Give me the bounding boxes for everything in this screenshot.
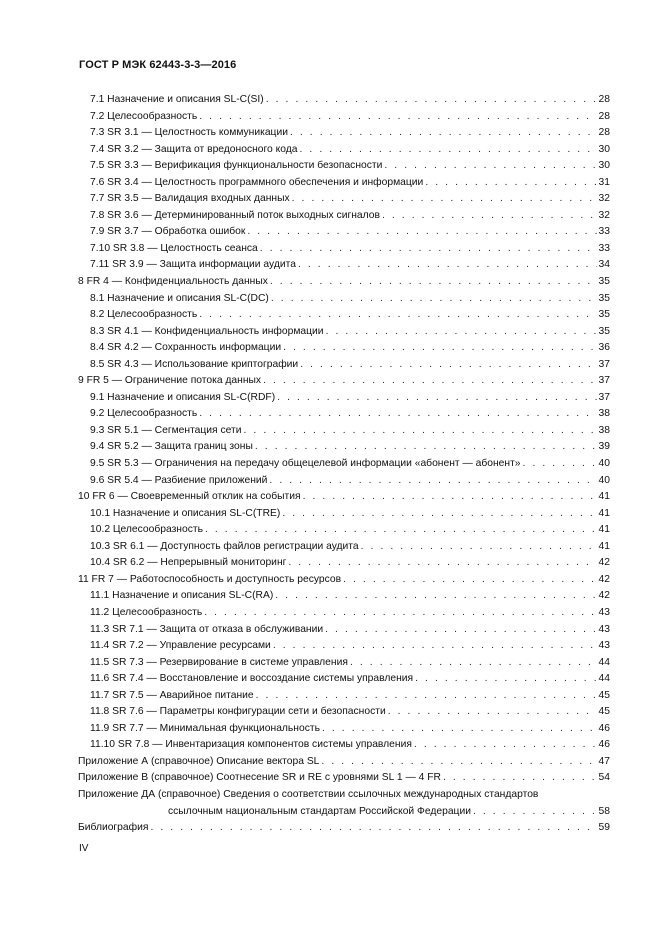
dot-leader bbox=[292, 191, 597, 208]
table-of-contents bbox=[78, 92, 610, 837]
toc-entry-title: 9.1 Назначение и описания SL-C(RDF) bbox=[90, 391, 276, 403]
dot-leader bbox=[350, 655, 597, 672]
toc-entry[interactable] bbox=[78, 737, 610, 754]
dot-leader bbox=[300, 357, 596, 374]
toc-entry-title: 9.6 SR 5.4 — Разбиение приложений bbox=[90, 474, 268, 486]
toc-entry-title: 7.7 SR 3.5 — Валидация входных данных bbox=[90, 193, 290, 205]
toc-entry[interactable] bbox=[78, 572, 610, 589]
toc-entry-title: 11.2 Целесообразность bbox=[90, 606, 203, 618]
dot-leader bbox=[273, 638, 597, 655]
toc-entry-page: 43 bbox=[598, 606, 610, 618]
toc-entry[interactable] bbox=[78, 754, 610, 771]
toc-entry-page: 44 bbox=[598, 673, 610, 685]
toc-entry[interactable] bbox=[78, 820, 610, 837]
toc-entry[interactable] bbox=[78, 357, 610, 374]
toc-entry-page: 40 bbox=[598, 474, 610, 486]
toc-entry-title: 9.5 SR 5.3 — Ограничения на передачу общецелевой информации «абонент — абонент» bbox=[90, 458, 521, 470]
toc-entry[interactable] bbox=[78, 109, 610, 126]
dot-leader bbox=[269, 473, 596, 490]
toc-entry-page: 43 bbox=[598, 640, 610, 652]
toc-entry-title: 11.8 SR 7.6 — Параметры конфигурации сети и безопасности bbox=[90, 706, 386, 718]
toc-entry-title: 10.2 Целесообразность bbox=[90, 524, 203, 536]
toc-entry-page: 28 bbox=[598, 94, 610, 105]
toc-entry[interactable] bbox=[78, 489, 610, 506]
dot-leader bbox=[244, 423, 597, 440]
toc-entry[interactable] bbox=[78, 638, 610, 655]
toc-entry-title: 10.1 Назначение и описания SL-C(TRE) bbox=[90, 507, 281, 519]
toc-entry[interactable] bbox=[78, 340, 610, 357]
dot-leader bbox=[247, 224, 596, 241]
dot-leader bbox=[300, 142, 597, 159]
toc-entry-title-continued: ссылочным национальным стандартам Российской Федерации bbox=[168, 805, 471, 817]
toc-entry-page: 41 bbox=[598, 491, 610, 503]
toc-entry-title: 8 FR 4 — Конфиденциальность данных bbox=[78, 276, 268, 288]
dot-leader bbox=[298, 257, 597, 274]
toc-entry-title: 9.2 Целесообразность bbox=[90, 408, 198, 420]
toc-entry-page: 46 bbox=[598, 739, 610, 751]
toc-entry-page: 43 bbox=[598, 623, 610, 635]
toc-entry[interactable] bbox=[78, 671, 610, 688]
toc-entry[interactable] bbox=[78, 787, 610, 820]
toc-entry-page: 37 bbox=[598, 358, 610, 370]
toc-entry-page: 35 bbox=[598, 325, 610, 337]
toc-entry[interactable] bbox=[78, 605, 610, 622]
dot-leader bbox=[382, 208, 597, 225]
toc-entry[interactable] bbox=[78, 473, 610, 490]
toc-entry-page: 32 bbox=[598, 193, 610, 205]
toc-entry-page: 40 bbox=[598, 458, 610, 470]
dot-leader bbox=[415, 671, 596, 688]
toc-entry-title: Приложение В (справочное) Соотнесение SR и RE с уровнями SL 1 — 4 FR bbox=[78, 772, 441, 784]
dot-leader bbox=[275, 588, 596, 605]
toc-entry-page: 28 bbox=[598, 127, 610, 139]
dot-leader bbox=[255, 439, 597, 456]
toc-entry-title: Приложение ДА (справочное) Сведения о соответствии ссылочных международных стандартов bbox=[78, 788, 539, 800]
toc-entry[interactable] bbox=[78, 456, 610, 473]
dot-leader bbox=[343, 572, 596, 589]
dot-leader bbox=[260, 241, 597, 258]
toc-entry-title: 7.9 SR 3.7 — Обработка ошибок bbox=[90, 226, 246, 238]
toc-entry-title: 8.1 Назначение и описания SL-C(DC) bbox=[90, 292, 269, 304]
toc-entry-page: 42 bbox=[598, 557, 610, 569]
toc-entry[interactable] bbox=[78, 142, 610, 159]
toc-entry[interactable] bbox=[78, 274, 610, 291]
toc-entry-page: 35 bbox=[598, 309, 610, 321]
toc-entry-title: 8.5 SR 4.3 — Использование криптографии bbox=[90, 358, 299, 370]
toc-entry-page: 31 bbox=[598, 176, 610, 188]
toc-entry-title: 10.3 SR 6.1 — Доступность файлов регистрации аудита bbox=[90, 540, 359, 552]
toc-entry-title: 9 FR 5 — Ограничение потока данных bbox=[78, 375, 262, 387]
toc-entry-title: 7.4 SR 3.2 — Защита от вредоносного кода bbox=[90, 143, 298, 155]
toc-entry-page: 54 bbox=[598, 772, 610, 784]
toc-entry[interactable] bbox=[78, 688, 610, 705]
dot-leader bbox=[283, 340, 596, 357]
toc-entry-title: 7.10 SR 3.8 — Целостность сеанса bbox=[90, 242, 258, 254]
toc-entry[interactable] bbox=[78, 539, 610, 556]
dot-leader bbox=[282, 506, 596, 523]
dot-leader bbox=[263, 373, 596, 390]
toc-entry-title: 9.4 SR 5.2 — Защита границ зоны bbox=[90, 441, 253, 453]
dot-leader bbox=[271, 291, 597, 308]
toc-entry-title: 11.5 SR 7.3 — Резервирование в системе управления bbox=[90, 656, 348, 668]
toc-entry-title: 8.2 Целесообразность bbox=[90, 309, 198, 321]
toc-entry-page: 42 bbox=[598, 573, 610, 585]
toc-entry-page: 45 bbox=[598, 689, 610, 701]
toc-entry-page: 33 bbox=[598, 226, 610, 238]
toc-entry-page: 30 bbox=[598, 143, 610, 155]
toc-entry-page: 37 bbox=[598, 375, 610, 387]
toc-entry-title: 7.2 Целесообразность bbox=[90, 110, 198, 122]
dot-leader bbox=[256, 688, 597, 705]
dot-leader bbox=[388, 704, 597, 721]
toc-entry-title: 11.10 SR 7.8 — Инвентаризация компонентов системы управления bbox=[90, 739, 412, 751]
toc-entry-title: 9.3 SR 5.1 — Сегментация сети bbox=[90, 424, 242, 436]
toc-entry[interactable] bbox=[78, 125, 610, 142]
dot-leader bbox=[199, 406, 596, 423]
dot-leader bbox=[205, 522, 597, 539]
toc-entry-page: 47 bbox=[598, 755, 610, 767]
toc-entry[interactable] bbox=[78, 704, 610, 721]
toc-entry[interactable] bbox=[78, 191, 610, 208]
toc-entry[interactable] bbox=[78, 588, 610, 605]
toc-entry[interactable] bbox=[78, 208, 610, 225]
toc-entry-page: 41 bbox=[598, 540, 610, 552]
toc-entry-title: 11.7 SR 7.5 — Аварийное питание bbox=[90, 689, 254, 701]
toc-entry-page: 38 bbox=[598, 424, 610, 436]
toc-entry-title: Библиография bbox=[78, 822, 149, 834]
toc-entry-page: 34 bbox=[598, 259, 610, 271]
toc-entry-title: 10.4 SR 6.2 — Непрерывный мониторинг bbox=[90, 557, 287, 569]
dot-leader bbox=[523, 456, 597, 473]
toc-entry-title: 7.3 SR 3.1 — Целостность коммуникации bbox=[90, 127, 288, 139]
toc-entry[interactable] bbox=[78, 522, 610, 539]
dot-leader bbox=[199, 307, 596, 324]
dot-leader bbox=[150, 820, 596, 837]
toc-entry-page: 28 bbox=[598, 110, 610, 122]
document-header: ГОСТ Р МЭК 62443-3-3—2016 bbox=[79, 59, 237, 71]
toc-entry[interactable] bbox=[78, 390, 610, 407]
toc-entry[interactable] bbox=[78, 241, 610, 258]
dot-leader bbox=[414, 737, 597, 754]
dot-leader bbox=[326, 324, 597, 341]
toc-entry[interactable] bbox=[78, 721, 610, 738]
toc-entry-page: 32 bbox=[598, 209, 610, 221]
dot-leader bbox=[204, 605, 596, 622]
dot-leader bbox=[384, 158, 596, 175]
dot-leader bbox=[425, 175, 596, 192]
toc-entry-title: 8.3 SR 4.1 — Конфиденциальность информации bbox=[90, 325, 324, 337]
toc-entry[interactable] bbox=[78, 224, 610, 241]
toc-entry-page: 38 bbox=[598, 408, 610, 420]
dot-leader bbox=[303, 489, 597, 506]
toc-entry[interactable] bbox=[78, 506, 610, 523]
toc-entry-page: 44 bbox=[598, 656, 610, 668]
toc-entry-title: 8.4 SR 4.2 — Сохранность информации bbox=[90, 342, 282, 354]
dot-leader bbox=[325, 622, 596, 639]
toc-entry-page: 45 bbox=[598, 706, 610, 718]
toc-entry-page: 41 bbox=[598, 524, 610, 536]
toc-entry-page: 35 bbox=[598, 276, 610, 288]
toc-entry[interactable] bbox=[78, 655, 610, 672]
toc-entry[interactable] bbox=[78, 291, 610, 308]
toc-entry-page: 35 bbox=[598, 292, 610, 304]
toc-entry-title: 7.1 Назначение и описания SL-C(SI) bbox=[90, 94, 264, 105]
toc-entry[interactable] bbox=[78, 307, 610, 324]
toc-entry[interactable] bbox=[78, 423, 610, 440]
page-number: IV bbox=[79, 843, 89, 854]
toc-entry-title: 7.8 SR 3.6 — Детерминированный поток выходных сигналов bbox=[90, 209, 380, 221]
dot-leader bbox=[277, 390, 596, 407]
toc-entry[interactable] bbox=[78, 622, 610, 639]
toc-entry-page: 59 bbox=[598, 822, 610, 834]
toc-entry-page: 33 bbox=[598, 242, 610, 254]
toc-entry[interactable] bbox=[78, 257, 610, 274]
toc-entry-title: 7.5 SR 3.3 — Верификация функциональности безопасности bbox=[90, 160, 383, 172]
toc-entry[interactable] bbox=[78, 439, 610, 456]
toc-entry-page: 58 bbox=[598, 805, 610, 817]
toc-entry-page: 36 bbox=[598, 342, 610, 354]
toc-entry-title: 11.4 SR 7.2 — Управление ресурсами bbox=[90, 640, 271, 652]
dot-leader bbox=[199, 109, 596, 126]
toc-entry[interactable] bbox=[78, 770, 610, 787]
toc-entry-title: 7.11 SR 3.9 — Защита информации аудита bbox=[90, 259, 296, 271]
toc-entry-title: 11.6 SR 7.4 — Восстановление и воссоздание системы управления bbox=[90, 673, 414, 685]
toc-entry[interactable] bbox=[78, 324, 610, 341]
toc-entry[interactable] bbox=[78, 406, 610, 423]
dot-leader bbox=[322, 721, 597, 738]
toc-entry-page: 46 bbox=[598, 722, 610, 734]
toc-entry-page: 39 bbox=[598, 441, 610, 453]
toc-entry-page: 30 bbox=[598, 160, 610, 172]
dot-leader bbox=[321, 754, 596, 771]
toc-entry[interactable] bbox=[78, 92, 610, 109]
dot-leader bbox=[270, 274, 597, 291]
toc-entry-page: 42 bbox=[598, 590, 610, 602]
toc-entry-title: 10 FR 6 — Своевременный отклик на события bbox=[78, 491, 301, 503]
toc-entry-title: 11.9 SR 7.7 — Минимальная функциональность bbox=[90, 722, 320, 734]
dot-leader bbox=[290, 125, 597, 142]
dot-leader bbox=[443, 770, 597, 787]
dot-leader bbox=[361, 539, 597, 556]
dot-leader bbox=[266, 92, 597, 109]
toc-entry-page: 37 bbox=[598, 391, 610, 403]
dot-leader bbox=[473, 804, 597, 821]
toc-entry[interactable] bbox=[78, 555, 610, 572]
toc-entry[interactable] bbox=[78, 175, 610, 192]
toc-entry[interactable] bbox=[78, 158, 610, 175]
toc-entry-title: 11 FR 7 — Работоспособность и доступность ресурсов bbox=[78, 573, 342, 585]
toc-entry-title: Приложение А (справочное) Описание вектора SL bbox=[78, 755, 320, 767]
dot-leader bbox=[288, 555, 596, 572]
toc-entry-page: 41 bbox=[598, 507, 610, 519]
toc-entry-title: 7.6 SR 3.4 — Целостность программного обеспечения и информации bbox=[90, 176, 424, 188]
toc-entry-title: 11.3 SR 7.1 — Защита от отказа в обслуживании bbox=[90, 623, 324, 635]
toc-entry[interactable] bbox=[78, 373, 610, 390]
toc-entry-title: 11.1 Назначение и описания SL-C(RA) bbox=[90, 590, 274, 602]
